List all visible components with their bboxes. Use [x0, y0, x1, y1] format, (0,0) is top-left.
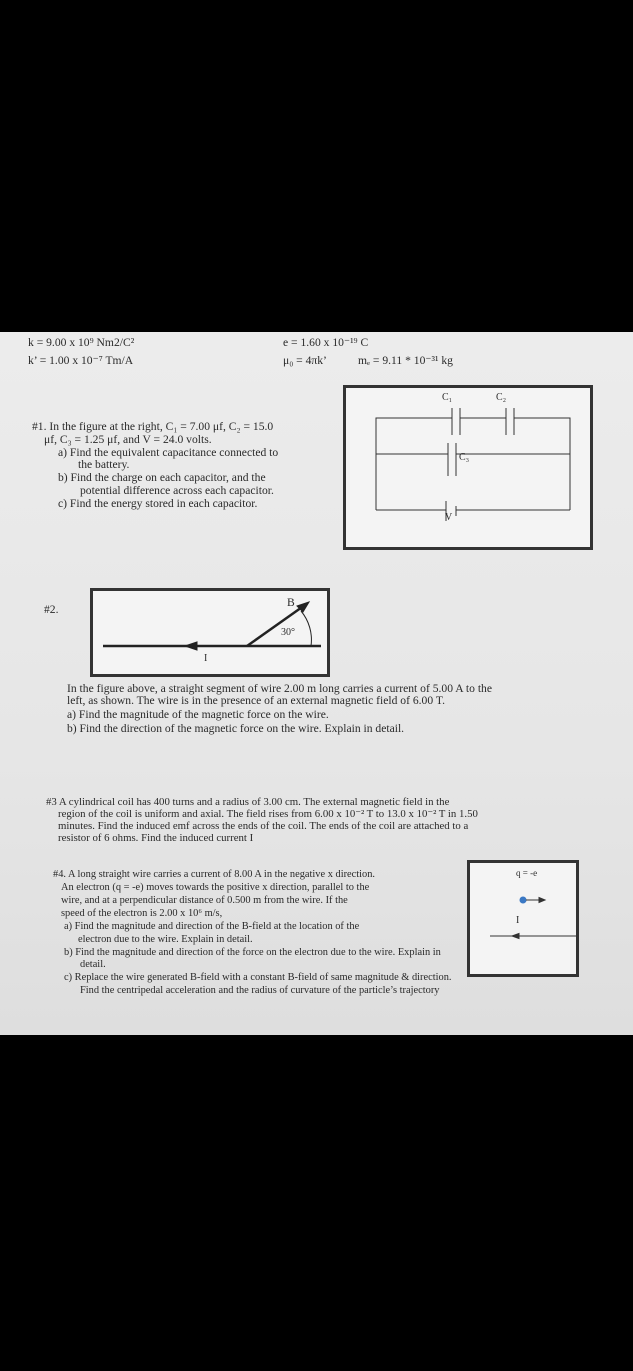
capacitor-circuit-figure: [343, 385, 593, 550]
label-current: I: [516, 915, 520, 926]
q4-part-c: c) Replace the wire generated B-field with a constant B-field of same magnitude & direction.: [64, 972, 452, 983]
constant-k-prime: k’ = 1.00 x 10⁻⁷ Tm/A: [28, 354, 134, 367]
q1-intro: #1. In the figure at the right, C₁ = 7.00 μf, C₂ = 15.0: [32, 420, 274, 433]
q4-part-a-cont: electron due to the wire. Explain in detail.: [78, 934, 253, 945]
q3-line: resistor of 6 ohms. Find the induced current I: [58, 832, 254, 844]
q2-part-b: b) Find the direction of the magnetic force on the wire. Explain in detail.: [67, 722, 405, 735]
q1-part-a-cont: the battery.: [78, 458, 130, 471]
q1-part-c: c) Find the energy stored in each capacitor.: [58, 497, 258, 510]
electron-dot: [520, 897, 527, 904]
label-c3: C₃: [459, 452, 470, 463]
label-c2: C₂: [496, 392, 507, 403]
electron-wire-figure: [467, 860, 579, 977]
q2-label: #2.: [44, 603, 59, 616]
q3-line: minutes. Find the induced emf across the ends of the coil. The ends of the coil are attached to a: [58, 820, 469, 832]
q2-text: In the figure above, a straight segment of wire 2.00 m long carries a current of 5.00 A to the: [67, 682, 492, 695]
constant-e: e = 1.60 x 10⁻¹⁹ C: [283, 336, 369, 349]
q1-intro-cont: μf, C₃ = 1.25 μf, and V = 24.0 volts.: [44, 433, 212, 446]
q4-line: #4. A long straight wire carries a current of 8.00 A in the negative x direction.: [53, 869, 376, 880]
electron-diagram: [470, 863, 582, 980]
q4-part-b-cont: detail.: [80, 959, 106, 970]
label-current: I: [204, 653, 208, 664]
q1-part-a: a) Find the equivalent capacitance connected to: [58, 446, 279, 459]
q2-text-cont: left, as shown. The wire is in the presence of an external magnetic field of 6.00 T.: [67, 694, 445, 707]
wire-diagram: [93, 591, 333, 680]
q3-line: #3 A cylindrical coil has 400 turns and a radius of 3.00 cm. The external magnetic field in the: [46, 796, 450, 808]
q4-line: An electron (q = -e) moves towards the positive x direction, parallel to the: [61, 882, 370, 893]
constant-me: mₑ = 9.11 * 10⁻³¹ kg: [358, 354, 453, 367]
label-angle: 30°: [281, 627, 295, 638]
q4-line: speed of the electron is 2.00 x 10⁶ m/s,: [61, 908, 223, 919]
constant-k: k = 9.00 x 10⁹ Nm2/C²: [28, 336, 135, 349]
circuit-diagram: [346, 388, 596, 553]
wire-field-figure: [90, 588, 330, 677]
q2-part-a: a) Find the magnitude of the magnetic force on the wire.: [67, 708, 329, 721]
q4-line: wire, and at a perpendicular distance of 0.500 m from the wire. If the: [61, 895, 348, 906]
q4-part-a: a) Find the magnitude and direction of the B-field at the location of the: [64, 921, 360, 932]
q1-part-b-cont: potential difference across each capacitor.: [80, 484, 274, 497]
label-c1: C₁: [442, 392, 453, 403]
q1-part-b: b) Find the charge on each capacitor, and the: [58, 471, 266, 484]
q4-part-b: b) Find the magnitude and direction of the force on the electron due to the wire. Explain in: [64, 947, 441, 958]
q4-part-c-cont: Find the centripedal acceleration and the radius of curvature of the particle’s trajectory: [80, 985, 440, 996]
label-charge: q = -e: [516, 868, 538, 878]
label-v: V: [445, 512, 453, 523]
label-b-field: B: [287, 596, 295, 609]
q3-line: region of the coil is uniform and axial. The field rises from 6.00 x 10⁻² T to 13.0 x 10⁻² T in 1.50: [58, 808, 478, 820]
constant-mu0: μ₀ = 4πk’: [283, 354, 327, 367]
